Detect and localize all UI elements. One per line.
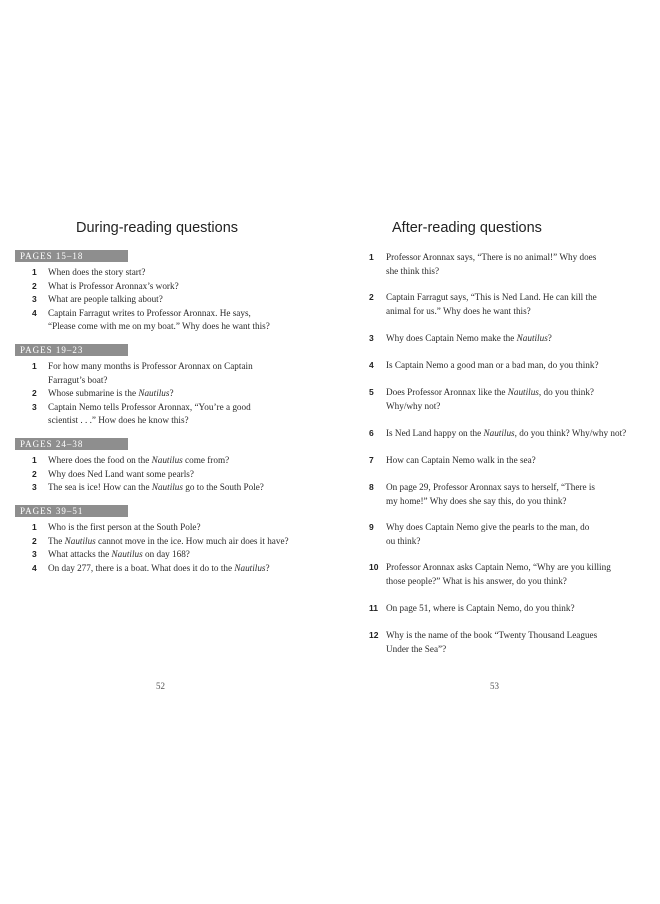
question-item: 2 The Nautilus cannot move in the ice. How much air does it have? bbox=[32, 535, 289, 546]
section-header: PAGES 24–38 bbox=[15, 438, 128, 450]
page-number: 52 bbox=[156, 681, 165, 691]
question-item: 4 Is Captain Nemo a good man or a bad man, do you think? bbox=[369, 360, 599, 370]
question-item: 4 On day 277, there is a boat. What does it do to the Nautilus? bbox=[32, 562, 270, 573]
section-pages-19-23 bbox=[15, 344, 330, 428]
question-item: 12 Why is the name of the book “Twenty Thousand Leagues Under the Sea”? bbox=[369, 630, 598, 654]
section-pages-15-18 bbox=[15, 250, 330, 334]
section-header: PAGES 39–51 bbox=[15, 505, 128, 517]
question-item: 10 Professor Aronnax asks Captain Nemo, “Why are you killing those people?” What is his answer, do you think? bbox=[369, 562, 611, 586]
question-item: 3 What attacks the Nautilus on day 168? bbox=[32, 549, 190, 559]
question-item: 9 Why does Captain Nemo give the pearls to the man, do ou think? bbox=[369, 522, 590, 546]
question-item: 3 Captain Nemo tells Professor Aronnax, “You’re a good scientist . . .” How does he know this? bbox=[32, 401, 251, 425]
section-pages-24-38 bbox=[15, 438, 330, 495]
question-item: 8 On page 29, Professor Aronnax says to herself, “There is my home!” Why does she say this, do you think? bbox=[369, 482, 595, 506]
question-item: 1 When does the story start? bbox=[32, 267, 146, 277]
right-page-title: After-reading questions bbox=[392, 220, 542, 236]
question-item: 2 Whose submarine is the Nautilus? bbox=[32, 388, 174, 398]
question-item: 11 On page 51, where is Captain Nemo, do you think? bbox=[369, 603, 575, 613]
section-pages-39-51 bbox=[15, 505, 330, 575]
left-page-title: During-reading questions bbox=[76, 220, 239, 236]
right-page bbox=[330, 0, 660, 904]
page-number: 53 bbox=[490, 681, 499, 691]
question-item: 1 For how many months is Professor Aronnax on Captain Farragut’s boat? bbox=[32, 361, 253, 385]
question-item: 3 What are people talking about? bbox=[32, 294, 163, 304]
question-item: 3 Why does Captain Nemo make the Nautilus? bbox=[369, 333, 552, 343]
question-item: 5 Does Professor Aronnax like the Nautilus, do you think? Why/why not? bbox=[369, 387, 594, 411]
question-item: 3 The sea is ice! How can the Nautilus go to the South Pole? bbox=[32, 482, 264, 492]
section-header: PAGES 19–23 bbox=[15, 344, 128, 356]
question-item: 1 Who is the first person at the South Pole? bbox=[32, 522, 201, 532]
question-item: 2 Why does Ned Land want some pearls? bbox=[32, 468, 194, 479]
question-item: 4 Captain Farragut writes to Professor Aronnax. He says, “Please come with me on my boat.” Why does he want this? bbox=[32, 307, 270, 331]
section-header: PAGES 15–18 bbox=[15, 250, 128, 262]
question-item: 2 What is Professor Aronnax’s work? bbox=[32, 280, 179, 291]
question-item: 1 Professor Aronnax says, “There is no animal!” Why does she think this? bbox=[369, 252, 597, 276]
question-item: 2 Captain Farragut says, “This is Ned Land. He can kill the animal for us.” Why does he want this? bbox=[369, 292, 597, 316]
question-item: 7 How can Captain Nemo walk in the sea? bbox=[369, 455, 536, 465]
question-item: 1 Where does the food on the Nautilus come from? bbox=[32, 455, 230, 465]
question-item: 6 Is Ned Land happy on the Nautilus, do you think? Why/why not? bbox=[369, 428, 627, 438]
